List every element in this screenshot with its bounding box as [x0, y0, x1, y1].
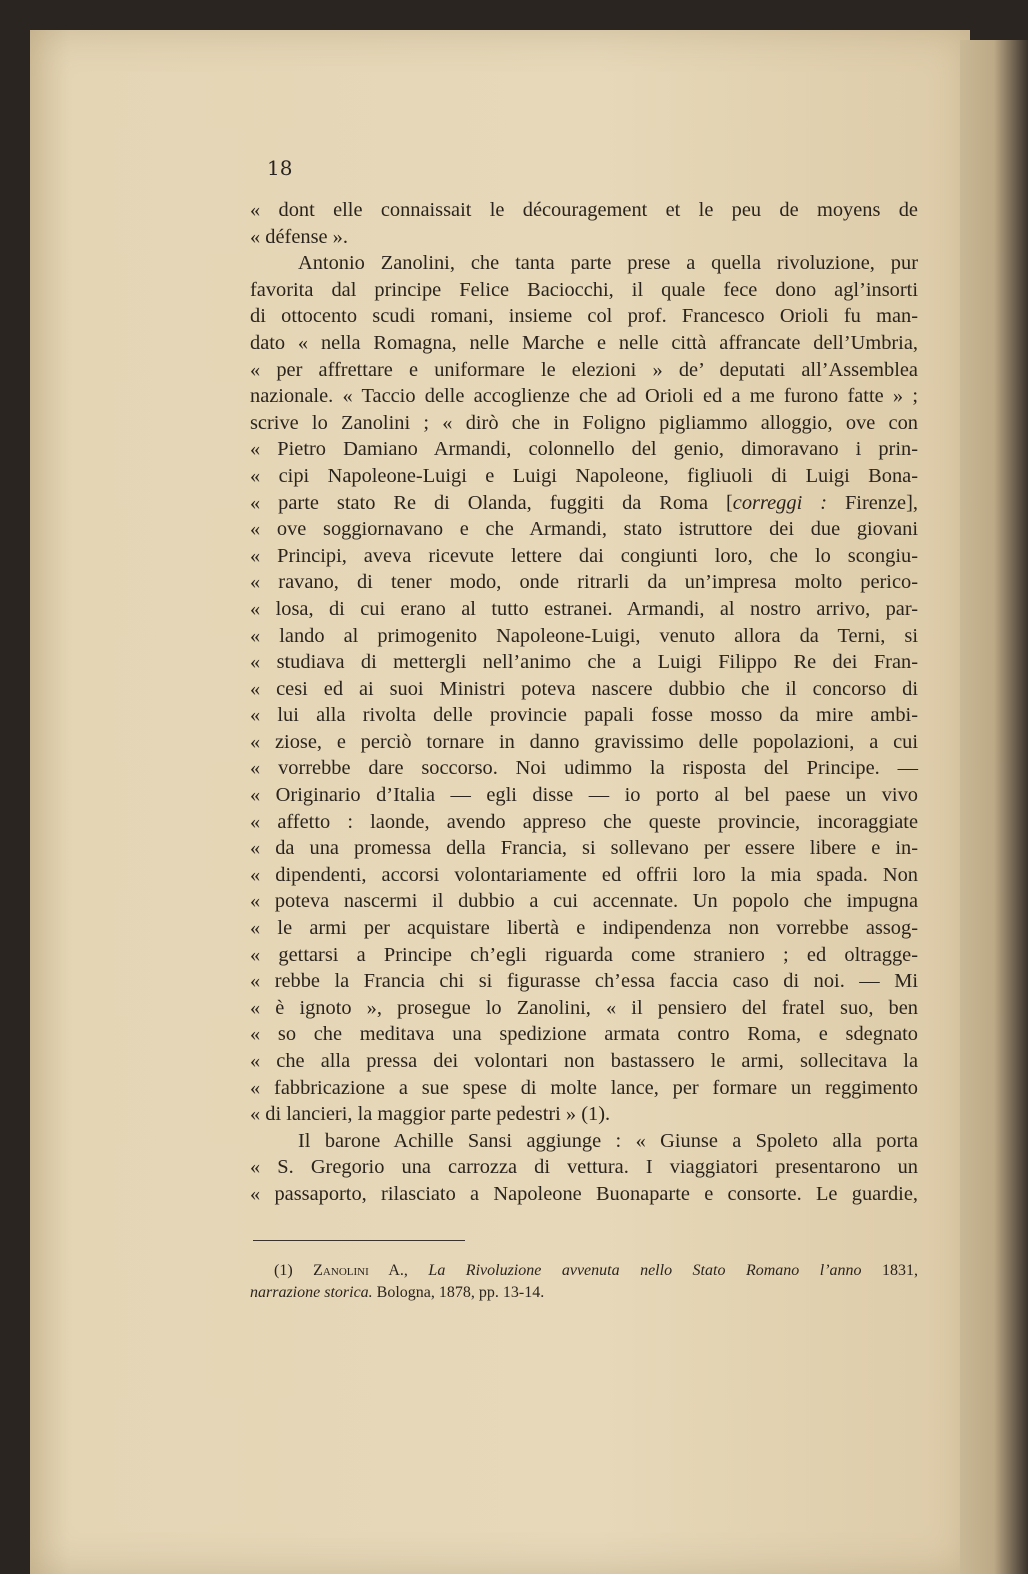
page-edge — [960, 40, 1028, 1574]
footnote-subtitle: narrazione storica. — [250, 1284, 373, 1301]
footnote-divider — [253, 1240, 465, 1241]
text-line: « passaporto, rilasciato a Napoleone Buonaparte e consorte. Le guardie, — [250, 1182, 918, 1205]
footnote-title: La Rivoluzione avvenuta nello Stato Romano l’anno — [428, 1262, 862, 1279]
text-line: « losa, di cui erano al tutto estranei. Armandi, al nostro arrivo, par- — [250, 597, 918, 620]
text-line: « ziose, e perciò tornare in danno gravissimo delle popolazioni, a cui — [250, 730, 918, 753]
text-line: « ove soggiornavano e che Armandi, stato istruttore dei due giovani — [250, 518, 918, 541]
text-line: « Principi, aveva ricevute lettere dai congiunti loro, che lo scongiu- — [250, 544, 918, 567]
footnote-mark: (1) — [274, 1262, 293, 1279]
text-line: « so che meditava una spedizione armata contro Roma, e sdegnato — [250, 1023, 918, 1046]
editorial-correction: correggi : — [732, 491, 827, 514]
text-line: « che alla pressa dei volontari non bastassero le armi, sollecitava la — [250, 1050, 918, 1072]
text-line: « défense ». — [250, 225, 348, 248]
text-line: nazionale. « Taccio delle accoglienze che ad Orioli ed a me furono fatte » ; — [250, 385, 918, 408]
text-line: « gettarsi a Principe ch’egli riguarda come straniero ; ed oltragge- — [250, 943, 918, 966]
text-line: « lui alla rivolta delle provincie papali fosse mosso da mire ambi- — [250, 704, 918, 727]
text-line: Il barone Achille Sansi aggiunge : « Giunse a Spoleto alla porta — [298, 1129, 918, 1152]
text-line: « Pietro Damiano Armandi, colonnello del genio, dimoravano i prin- — [250, 438, 918, 461]
text-line: « di lancieri, la maggior parte pedestri » (1). — [250, 1103, 611, 1126]
footnote-publication: Bologna, 1878, pp. 13-14. — [372, 1284, 545, 1301]
text-line: « dont elle connaissait le découragement et le peu de moyens de — [250, 199, 918, 221]
footnote-year: 1831, — [882, 1262, 919, 1279]
text-line: « cipi Napoleone-Luigi e Luigi Napoleone, figliuoli di Luigi Bona- — [250, 464, 918, 487]
text-line: « è ignoto », prosegue lo Zanolini, « il pensiero del fratel suo, ben — [250, 996, 918, 1019]
text-line: « poteva nascermi il dubbio a cui accennate. Un popolo che impugna — [250, 890, 918, 913]
text-line: « lando al primogenito Napoleone-Luigi, venuto allora da Terni, si — [250, 624, 918, 647]
text-line: « S. Gregorio una carrozza di vettura. I viaggiatori presentarono un — [250, 1156, 918, 1179]
text-line: favorita dal principe Felice Baciocchi, il quale fece dono agl’insorti — [250, 278, 918, 301]
text-line — [250, 490, 918, 517]
footnote — [250, 1260, 918, 1304]
text-line: « da una promessa della Francia, si sollevano per essere libere e in- — [250, 837, 918, 860]
text-line: dato « nella Romagna, nelle Marche e nelle città affrancate dell’Umbria, — [250, 331, 918, 354]
text-line: « ravano, di tener modo, onde ritrarli da un’impresa molto perico- — [250, 571, 918, 594]
text-line: « le armi per acquistare libertà e indipendenza non vorrebbe assog- — [250, 917, 918, 940]
text-line: di ottocento scudi romani, insieme col prof. Francesco Orioli fu man- — [250, 305, 918, 328]
text-line: « cesi ed ai suoi Ministri poteva nascere dubbio che il concorso di — [250, 677, 918, 700]
text-line: « rebbe la Francia chi si figurasse ch’essa faccia caso di noi. — Mi — [250, 970, 918, 993]
text-line-end: Firenze], — [827, 491, 918, 514]
text-line: scrive lo Zanolini ; « dirò che in Foligno pigliammo alloggio, ove con — [250, 411, 918, 434]
text-line: « affetto : laonde, avendo appreso che queste provincie, incoraggiate — [250, 810, 918, 833]
text-line-start: « parte stato Re di Olanda, fuggiti da Roma [ — [250, 491, 733, 514]
text-line: « per affrettare e uniformare le elezioni » de’ deputati all’Assemblea — [250, 358, 918, 381]
page-number: 18 — [267, 156, 293, 180]
text-line: « studiava di mettergli nell’animo che a Luigi Filippo Re dei Fran- — [250, 651, 918, 674]
footnote-author: Zanolini A., — [313, 1262, 408, 1279]
footnote-line — [250, 1282, 918, 1304]
text-line: « vorrebbe dare soccorso. Noi udimmo la risposta del Principe. — — [250, 757, 918, 780]
body-text — [250, 197, 918, 1208]
text-line: « dipendenti, accorsi volontariamente ed offrii loro la mia spada. Non — [250, 863, 918, 886]
text-line: « Originario d’Italia — egli disse — io porto al bel paese un vivo — [250, 784, 918, 807]
text-line: Antonio Zanolini, che tanta parte prese a quella rivoluzione, pur — [298, 252, 918, 275]
footnote-line — [250, 1260, 918, 1282]
text-line: « fabbricazione a sue spese di molte lance, per formare un reggimento — [250, 1076, 918, 1099]
